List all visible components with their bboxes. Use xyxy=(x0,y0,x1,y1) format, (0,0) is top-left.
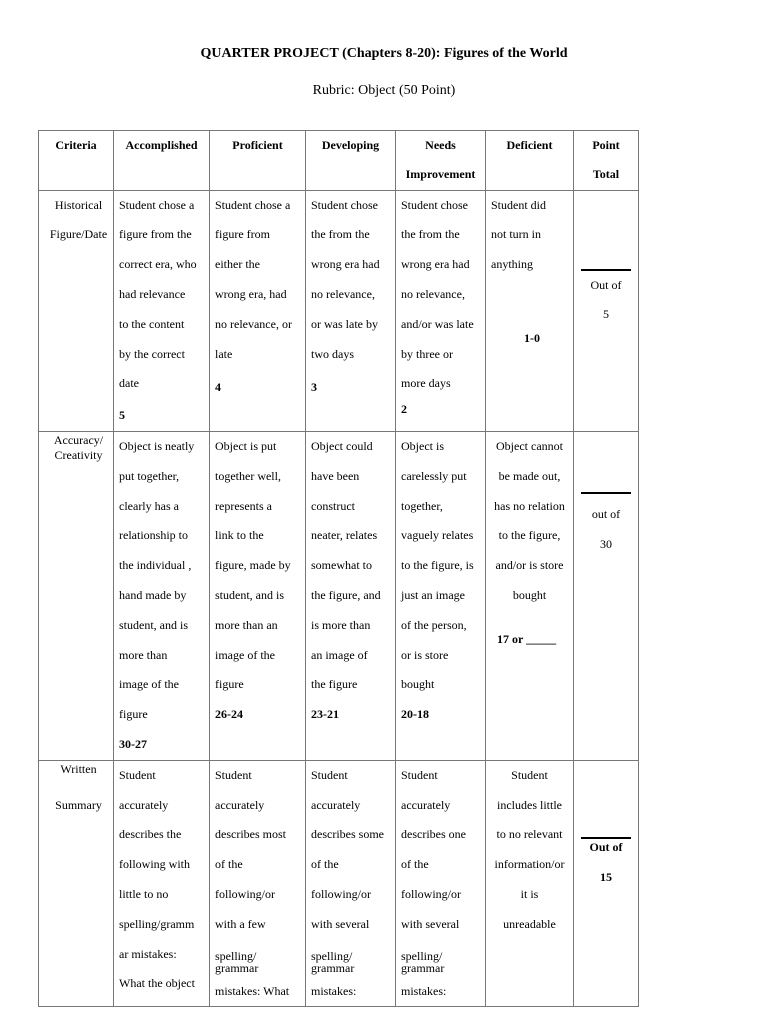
score-blank-line xyxy=(581,492,631,494)
header-row xyxy=(39,131,639,191)
header-deficient: Deficient xyxy=(486,131,574,191)
proficient-cell: Student chose a figure from either the wrong era, had no relevance, or late 4 xyxy=(210,190,306,431)
header-criteria: Criteria xyxy=(39,131,114,191)
deficient-cell: Object cannot be made out, has no relation to the figure, and/or is store bought 17 or _____ xyxy=(486,431,574,760)
proficient-cell: Object is put together well, represents a link to the figure, made by student, and is more than an image of the figure 26-24 xyxy=(210,431,306,760)
deficient-cell: Student includes little to no relevant information/or it is unreadable xyxy=(486,760,574,1007)
page-title: QUARTER PROJECT (Chapters 8-20): Figures of the World xyxy=(200,46,568,61)
needs-improvement-cell: Object is carelessly put together, vaguely relates to the figure, is just an image of the person, or is store bought 20-18 xyxy=(396,431,486,760)
score-label: 4 xyxy=(215,380,221,395)
score-label: 23-21 xyxy=(311,707,339,722)
point-total-cell: Out of 5 xyxy=(574,190,639,431)
accomplished-cell: Student chose a figure from the correct era, who had relevance to the content by the correct date 5 xyxy=(114,190,210,431)
deficient-cell: Student did not turn in anything 1-0 xyxy=(486,190,574,431)
score-label: 3 xyxy=(311,380,317,395)
criteria-cell: Accuracy/ Creativity xyxy=(39,431,114,760)
rubric-row-written-summary xyxy=(39,760,639,1007)
header-proficient: Proficient xyxy=(210,131,306,191)
page-subtitle: Rubric: Object (50 Point) xyxy=(312,83,456,98)
rubric-row-historical xyxy=(39,190,639,431)
developing-cell: Student chose the from the wrong era had no relevance, or was late by two days 3 xyxy=(306,190,396,431)
criteria-cell: Historical Figure/Date xyxy=(39,190,114,431)
criteria-cell: Written Summary xyxy=(39,760,114,1007)
score-label: 2 xyxy=(401,402,407,417)
header-needs-improvement: Needs Improvement xyxy=(396,131,486,191)
developing-cell: Object could have been construct neater, relates somewhat to the figure, and is more than an image of the figure 23-21 xyxy=(306,431,396,760)
needs-improvement-cell: Student accurately describes one of the following/or with several spelling/ grammar mistakes: xyxy=(396,760,486,1007)
accomplished-cell: Student accurately describes the following with little to no spelling/gramm ar mistakes: What the object xyxy=(114,760,210,1007)
accomplished-cell: Object is neatly put together, clearly has a relationship to the individual , hand made by student, and is more than image of the figure 30-27 xyxy=(114,431,210,760)
point-total-cell: out of 30 xyxy=(574,431,639,760)
rubric-row-accuracy xyxy=(39,431,639,760)
header-point-total: Point Total xyxy=(574,131,639,191)
header-accomplished: Accomplished xyxy=(114,131,210,191)
rubric-table xyxy=(38,130,639,1007)
proficient-cell: Student accurately describes most of the following/or with a few spelling/ grammar mistakes: What xyxy=(210,760,306,1007)
point-total-cell: Out of 15 xyxy=(574,760,639,1007)
header-developing: Developing xyxy=(306,131,396,191)
score-label: 20-18 xyxy=(401,707,429,722)
score-label: 17 or _____ xyxy=(497,631,557,646)
score-label: 1-0 xyxy=(524,330,540,345)
needs-improvement-cell: Student chose the from the wrong era had no relevance, and/or was late by three or more days 2 xyxy=(396,190,486,431)
score-label: 30-27 xyxy=(119,736,147,751)
score-label: 26-24 xyxy=(215,707,243,722)
score-label: 5 xyxy=(119,408,125,423)
developing-cell: Student accurately describes some of the following/or with several spelling/ grammar mistakes: xyxy=(306,760,396,1007)
